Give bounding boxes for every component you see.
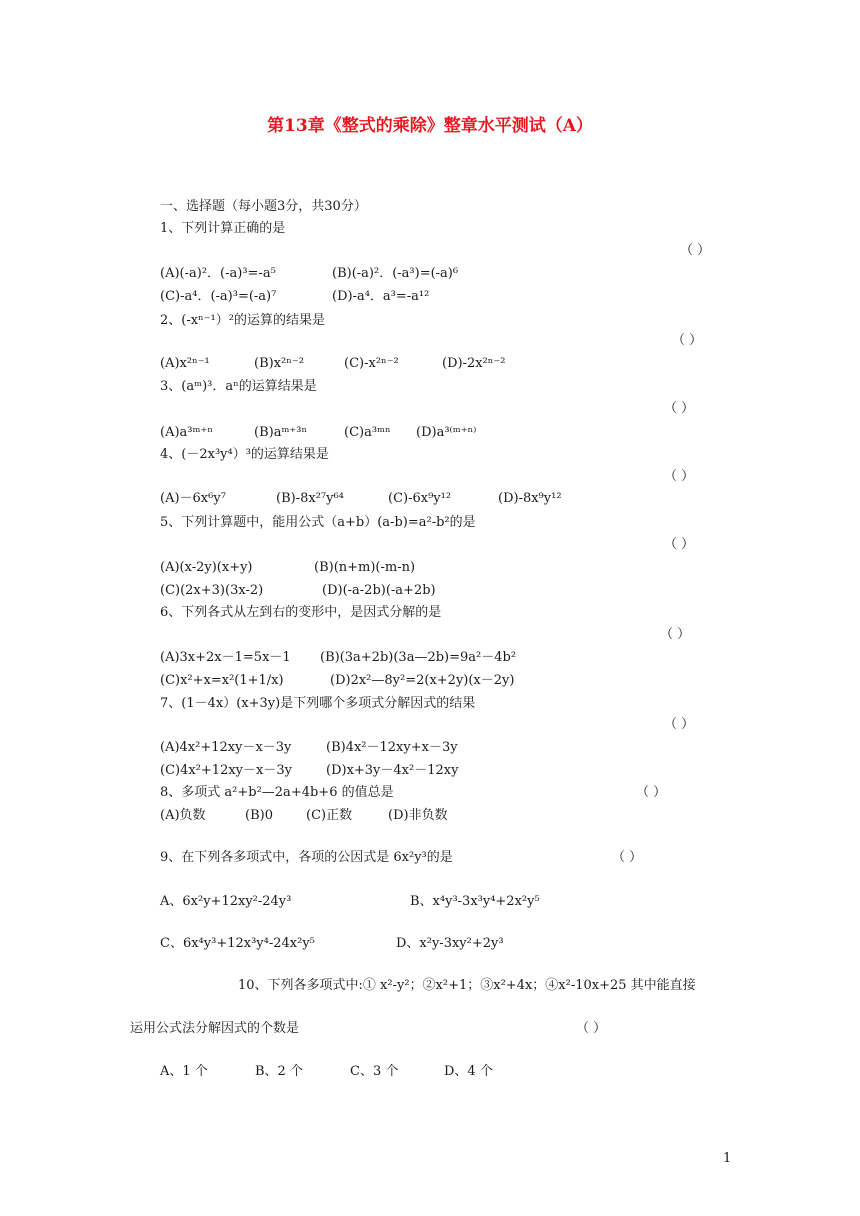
question-5-option-c: (C)(2x+3)(3x-2) — [160, 583, 264, 598]
question-10-answer-bracket: （ ） — [576, 1021, 607, 1036]
question-3-answer-bracket: （ ） — [664, 401, 695, 416]
question-9-answer-bracket: （ ） — [612, 850, 643, 865]
question-10-stem: 10、下列各多项式中:① x²-y²；②x²+1；③x²+4x；④x²-10x+25 其中能直接 — [238, 978, 696, 993]
page-title: 第13章《整式的乘除》整章水平测试（A） — [267, 116, 593, 136]
question-9-stem: 9、在下列各多项式中，各项的公因式是 6x²y³的是 — [160, 850, 453, 865]
question-6-answer-bracket: （ ） — [660, 627, 691, 642]
question-2-option-a: (A)x²ⁿ⁻¹ — [160, 356, 210, 371]
question-5-option-b: (B)(n+m)(-m-n) — [314, 560, 416, 575]
question-2-stem: 2、(-xⁿ⁻¹）²的运算的结果是 — [160, 313, 325, 328]
question-10-option-d: D、4 个 — [444, 1064, 493, 1079]
section-heading: 一、选择题（每小题3分，共30分） — [160, 199, 367, 214]
question-4-stem: 4、(－2x³y⁴）³的运算结果是 — [160, 447, 329, 462]
question-4-option-d: (D)-8x⁹y¹² — [498, 491, 562, 506]
question-6-option-c: (C)x²+x=x²(1+1/x) — [160, 673, 284, 688]
question-1-option-c: (C)-a⁴．(-a)³=(-a)⁷ — [160, 289, 277, 304]
question-2-option-c: (C)-x²ⁿ⁻² — [344, 356, 399, 371]
question-3-option-c: (C)a³ᵐⁿ — [344, 425, 391, 440]
question-5-stem: 5、下列计算题中，能用公式（a+b）(a-b)=a²-b²的是 — [160, 515, 476, 530]
question-8-option-d: (D)非负数 — [388, 808, 448, 823]
question-8-option-c: (C)正数 — [306, 808, 353, 823]
question-1-stem: 1、下列计算正确的是 — [160, 221, 286, 236]
question-9-option-b: B、x⁴y³-3x³y⁴+2x²y⁵ — [410, 894, 540, 909]
question-10-stem-continued: 运用公式法分解因式的个数是 — [130, 1021, 300, 1036]
question-4-option-b: (B)-8x²⁷y⁶⁴ — [276, 491, 344, 506]
question-7-stem: 7、(1－4x）(x+3y)是下列哪个多项式分解因式的结果 — [160, 696, 476, 711]
question-8-option-b: (B)0 — [245, 808, 273, 823]
question-2-option-b: (B)x²ⁿ⁻² — [254, 356, 304, 371]
question-2-answer-bracket: （ ） — [672, 333, 703, 348]
question-10-option-a: A、1 个 — [160, 1064, 208, 1079]
question-5-answer-bracket: （ ） — [664, 537, 695, 552]
question-1-option-d: (D)-a⁴．a³=-a¹² — [332, 289, 430, 304]
question-3-option-d: (D)a³⁽ᵐ⁺ⁿ⁾ — [416, 425, 477, 440]
question-8-option-a: (A)负数 — [160, 808, 206, 823]
page-number: 1 — [723, 1151, 732, 1166]
question-9-option-c: C、6x⁴y³+12x³y⁴-24x²y⁵ — [160, 936, 315, 951]
question-5-option-d: (D)(-a-2b)(-a+2b) — [322, 583, 436, 598]
question-8-stem: 8、多项式 a²+b²—2a+4b+6 的值总是 — [160, 785, 394, 800]
question-6-option-a: (A)3x+2x－1=5x－1 — [160, 650, 291, 665]
question-7-option-d: (D)x+3y－4x²－12xy — [326, 763, 459, 778]
question-10-option-b: B、2 个 — [255, 1064, 303, 1079]
question-3-stem: 3、(aᵐ)³．aⁿ的运算结果是 — [160, 379, 317, 394]
question-6-option-d: (D)2x²—8y²=2(x+2y)(x－2y) — [330, 673, 515, 688]
question-3-option-b: (B)aᵐ⁺³ⁿ — [254, 425, 308, 440]
question-9-option-a: A、6x²y+12xy²-24y³ — [160, 894, 292, 909]
question-9-option-d: D、x²y-3xy²+2y³ — [396, 936, 504, 951]
question-7-option-a: (A)4x²+12xy－x－3y — [160, 740, 292, 755]
question-1-answer-bracket: （ ） — [680, 243, 711, 258]
question-7-answer-bracket: （ ） — [664, 717, 695, 732]
question-6-stem: 6、下列各式从左到右的变形中，是因式分解的是 — [160, 605, 442, 620]
question-2-option-d: (D)-2x²ⁿ⁻² — [442, 356, 506, 371]
question-7-option-c: (C)4x²+12xy－x－3y — [160, 763, 292, 778]
question-1-option-b: (B)(-a)²．(-a³)=(-a)⁶ — [332, 266, 459, 281]
question-10-option-c: C、3 个 — [350, 1064, 399, 1079]
question-7-option-b: (B)4x²－12xy+x－3y — [326, 740, 458, 755]
question-5-option-a: (A)(x-2y)(x+y) — [160, 560, 253, 575]
question-6-option-b: (B)(3a+2b)(3a—2b)=9a²－4b² — [320, 650, 517, 665]
question-1-option-a: (A)(-a)²．(-a)³=-a⁵ — [160, 266, 276, 281]
question-4-option-c: (C)-6x⁹y¹² — [388, 491, 452, 506]
question-8-answer-bracket: （ ） — [636, 785, 667, 800]
question-4-option-a: (A)－6x⁶y⁷ — [160, 491, 226, 506]
question-4-answer-bracket: （ ） — [664, 469, 695, 484]
question-3-option-a: (A)a³ᵐ⁺ⁿ — [160, 425, 213, 440]
